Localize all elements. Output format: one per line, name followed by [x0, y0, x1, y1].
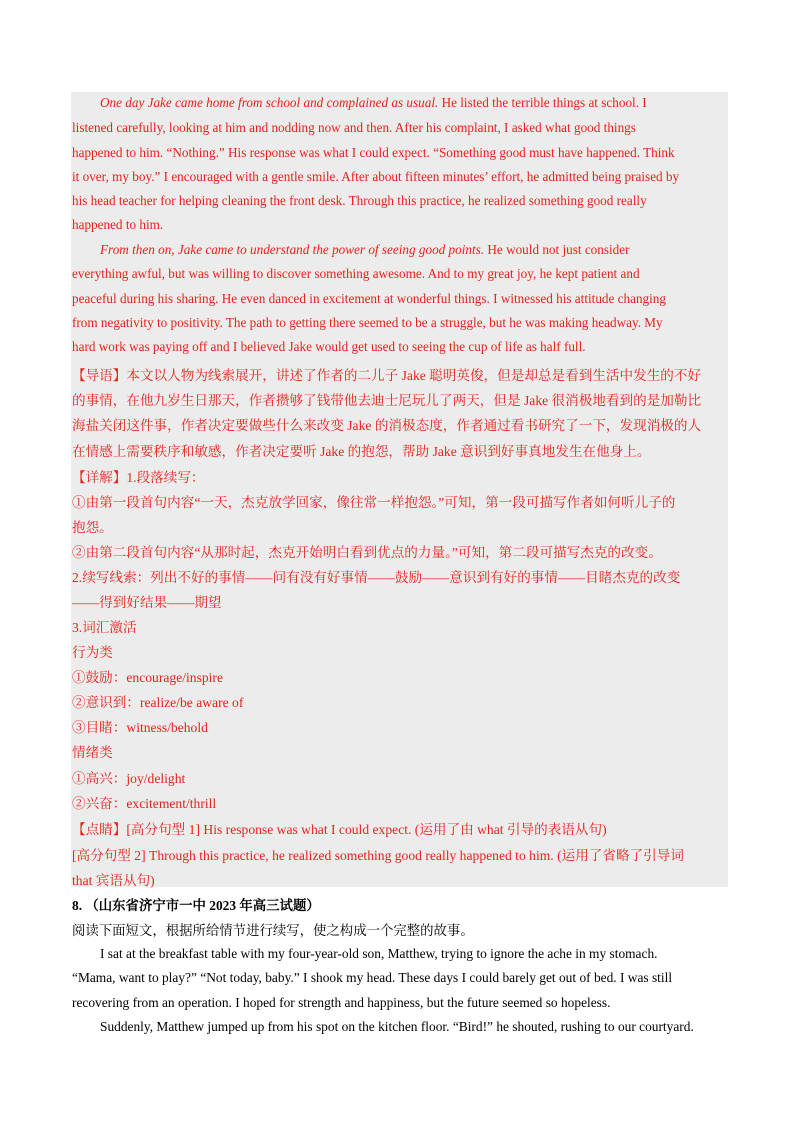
- detail-line-15: 【点睛】[高分句型 1] His response was what I could expect. (运用了由 what 引导的表语从句): [72, 822, 607, 837]
- story-line-4: Suddenly, Matthew jumped up from his spot on the kitchen floor. “Bird!” he shouted, rushing to our courtyard.: [100, 1019, 694, 1034]
- detail-line-12: 情绪类: [72, 745, 113, 760]
- para1-line-3: happened to him. “Nothing.” His response was what I could expect. “Something good must have happened. Think: [72, 145, 675, 160]
- detail-line-7: 3.词汇激活: [72, 620, 137, 635]
- detail-line-5: 2.续写线索：列出不好的事情——问有没有好事情——鼓励——意识到有好的事情——目睹杰克的改变: [72, 570, 681, 585]
- detail-line-8: 行为类: [72, 645, 113, 660]
- detail-line-9: ①鼓励：encourage/inspire: [72, 670, 223, 685]
- para1-line-5: his head teacher for helping cleaning the front desk. Through this practice, he realized something good really: [72, 193, 647, 208]
- detail-line-4: ②由第二段首句内容“从那时起，杰克开始明白看到优点的力量。”可知，第二段可描写杰克的改变。: [72, 545, 662, 560]
- para2-line-4: from negativity to positivity. The path to getting there seemed to be a struggle, but he was making headway. My: [72, 315, 663, 330]
- detail-line-14: ②兴奋：excitement/thrill: [72, 796, 217, 811]
- para2-line-2: everything awful, but was willing to discover something awesome. And to my great joy, he kept patient and: [72, 266, 640, 281]
- detail-line-16: [高分句型 2] Through this practice, he realized something good really happened to him. (运用了省略了引导词: [72, 848, 684, 863]
- detail-line-17: that 宾语从句): [72, 873, 155, 888]
- guide-line-2: 的事情，在他九岁生日那天，作者攒够了钱带他去迪士尼玩儿了两天，但是 Jake 很消极地看到的是加勒比: [72, 393, 702, 408]
- detail-line-1: 【详解】1.段落续写：: [72, 470, 205, 485]
- detail-line-10: ②意识到：realize/be aware of: [72, 695, 244, 710]
- para1-line-6: happened to him.: [72, 217, 164, 232]
- detail-line-2: ①由第一段首句内容“一天，杰克放学回家，像往常一样抱怨。”可知，第一段可描写作者如何听儿子的: [72, 495, 676, 510]
- detail-line-3: 抱怨。: [72, 520, 113, 535]
- question-8-instruction: 阅读下面短文，根据所给情节进行续写，使之构成一个完整的故事。: [72, 923, 474, 938]
- detail-line-13: ①高兴：joy/delight: [72, 771, 186, 786]
- detail-line-6: ——得到好结果——期望: [72, 595, 222, 610]
- para1-line-2: listened carefully, looking at him and nodding now and then. After his complaint, I asked what good things: [72, 120, 636, 135]
- para2-line-3: peaceful during his sharing. He even danced in excitement at wonderful things. I witnessed his attitude changing: [72, 291, 666, 306]
- guide-line-3: 海盐关闭这件事，作者决定要做些什么来改变 Jake 的消极态度，作者通过看书研究了一下，发现消极的人: [72, 418, 702, 433]
- para1-line-4: it over, my boy.” I encouraged with a gentle smile. After about fifteen minutes’ effort, he admitted being praised by: [72, 169, 680, 184]
- story-line-1: I sat at the breakfast table with my four-year-old son, Matthew, trying to ignore the ache in my stomach.: [100, 946, 658, 961]
- para2-line-1: From then on, Jake came to understand the power of seeing good points. He would not just consider: [100, 242, 630, 257]
- para1-line-1: One day Jake came home from school and complained as usual. He listed the terrible things at school. I: [100, 95, 647, 110]
- detail-line-11: ③目睹：witness/behold: [72, 720, 208, 735]
- para2-line-5: hard work was paying off and I believed Jake would get used to seeing the cup of life as half full.: [72, 339, 586, 354]
- story-line-2: “Mama, want to play?” “Not today, baby.” I shook my head. These days I could barely get out of bed. I was still: [72, 970, 673, 985]
- guide-line-4: 在情感上需要秩序和敏感，作者决定要听 Jake 的抱怨，帮助 Jake 意识到好事真地发生在他身上。: [72, 444, 651, 459]
- question-8-heading: 8. （山东省济宁市一中 2023 年高三试题）: [72, 898, 320, 913]
- story-line-3: recovering from an operation. I hoped for strength and happiness, but the future seemed so hopeless.: [72, 995, 611, 1010]
- guide-line-1: 【导语】本文以人物为线索展开，讲述了作者的二儿子 Jake 聪明英俊，但是却总是看到生活中发生的不好: [72, 368, 702, 383]
